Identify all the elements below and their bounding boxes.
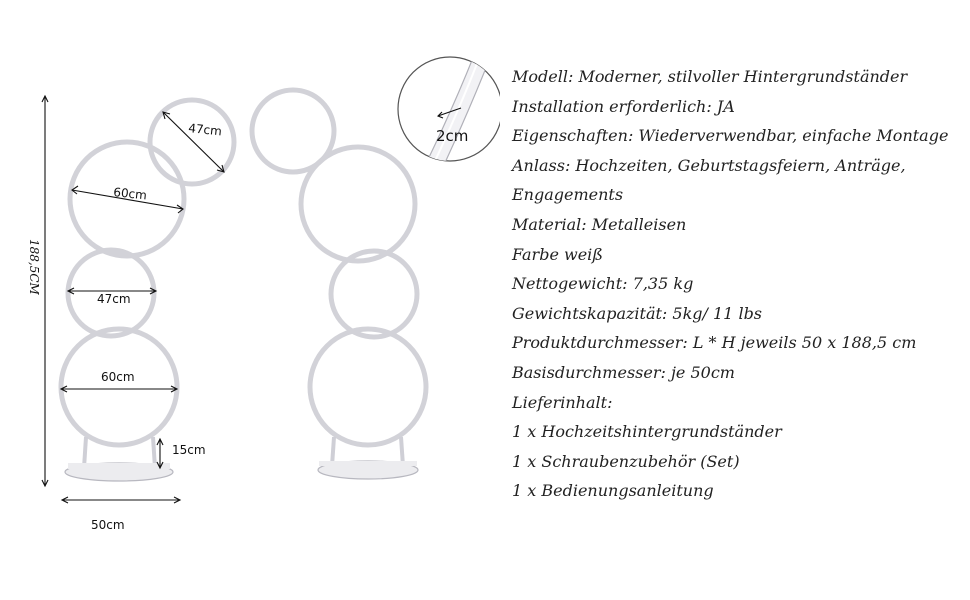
spec-line: Material: Metalleisen bbox=[512, 214, 687, 234]
ring-bottom-label: 60cm bbox=[101, 370, 135, 384]
spec-line: Produktdurchmesser: L * H jeweils 50 x 188,5 cm bbox=[512, 333, 917, 353]
spec-line: Modell: Moderner, stilvoller Hintergrundständer bbox=[512, 67, 908, 86]
spec-list bbox=[512, 62, 970, 506]
base-width-label: 50cm bbox=[91, 518, 125, 532]
spec-line: Gewichtskapazität: 5kg/ 11 lbs bbox=[512, 303, 763, 323]
spec-line: 1 x Bedienungsanleitung bbox=[512, 481, 714, 501]
right-stand bbox=[252, 90, 426, 479]
spec-line: Engagements bbox=[512, 185, 624, 205]
spec-line: Basisdurchmesser: je 50cm bbox=[512, 362, 735, 382]
spec-line: 1 x Hochzeitshintergrundständer bbox=[512, 422, 782, 442]
spec-line: Farbe weiß bbox=[512, 244, 603, 264]
spec-line: Lieferinhalt: bbox=[512, 392, 613, 412]
ring-upper-label: 60cm bbox=[112, 185, 148, 203]
spec-line: Installation erforderlich: JA bbox=[512, 96, 735, 116]
right-ring-mid bbox=[331, 251, 417, 337]
spec-line: 1 x Schraubenzubehör (Set) bbox=[512, 451, 740, 471]
tube-detail-inset bbox=[398, 40, 500, 180]
spec-line: Anlass: Hochzeiten, Geburtstagsfeiern, Anträge, bbox=[512, 155, 906, 175]
right-ring-bottom bbox=[310, 329, 426, 445]
spec-line: Eigenschaften: Wiederverwendbar, einfache Montage bbox=[512, 126, 949, 146]
height-label: 188,5CM bbox=[27, 239, 41, 295]
ring-mid-label: 47cm bbox=[97, 292, 131, 306]
left-ring-bottom bbox=[61, 329, 177, 445]
tube-label: 2cm bbox=[436, 127, 469, 145]
base-height-label: 15cm bbox=[172, 443, 206, 457]
spec-line: Nettogewicht: 7,35 kg bbox=[512, 274, 694, 294]
ring-top-label: 47cm bbox=[187, 121, 223, 139]
right-ring-upper bbox=[301, 147, 415, 261]
